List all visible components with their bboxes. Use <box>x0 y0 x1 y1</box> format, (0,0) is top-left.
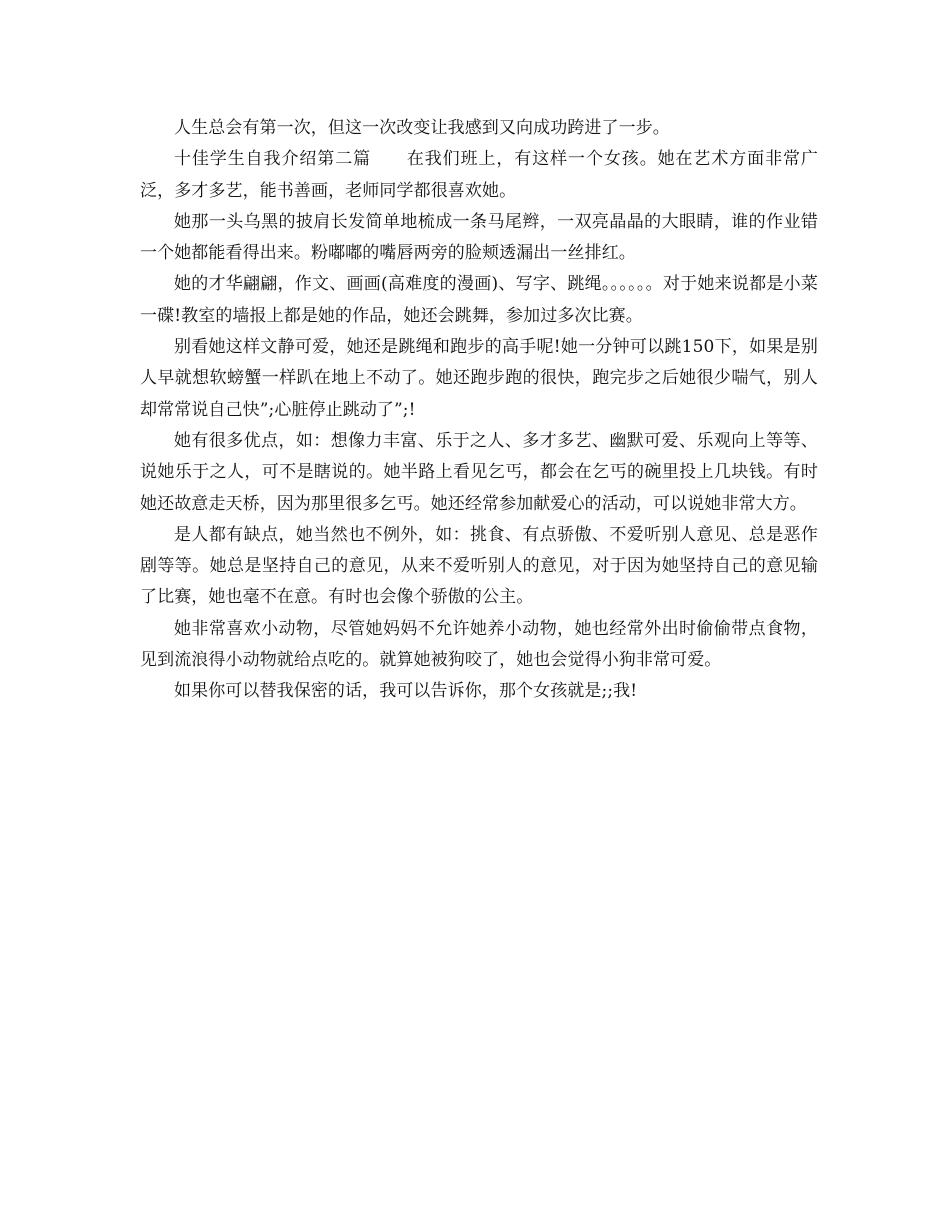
paragraph-2: 十佳学生自我介绍第二篇 在我们班上，有这样一个女孩。她在艺术方面非常广泛，多才多艺，能书善画，老师同学都很喜欢她。 <box>140 149 818 201</box>
paragraph-7: 是人都有缺点，她当然也不例外，如：挑食、有点骄傲、不爱听别人意见、总是恶作剧等等。她总是坚持自己的意见，从来不爱听别人的意见，对于因为她坚持自己的意见输了比赛，她也毫不在意。有时也会像个骄傲的公主。 <box>140 524 818 608</box>
paragraph-5: 别看她这样文静可爱，她还是跳绳和跑步的高手呢!她一分钟可以跳150下，如果是别人早就想软螃蟹一样趴在地上不动了。她还跑步跑的很快，跑完步之后她很少喘气，别人却常常说自己快”;心脏停止跳动了”;! <box>140 337 818 420</box>
paragraph-4: 她的才华翩翩，作文、画画(高难度的漫画)、写字、跳绳。。。。。。对于她来说都是小菜一碟!教室的墙报上都是她的作品，她还会跳舞，参加过多次比赛。 <box>140 274 818 326</box>
paragraph-1: 人生总会有第一次，但这一次改变让我感到又向成功跨进了一步。 <box>174 118 670 138</box>
paragraph-6: 她有很多优点，如：想像力丰富、乐于之人、多才多艺、幽默可爱、乐观向上等等、说她乐于之人，可不是瞎说的。她半路上看见乞丐，都会在乞丐的碗里投上几块钱。有时她还故意走天桥，因为那里很多乞丐。她还经常参加献爱心的活动，可以说她非常大方。 <box>140 430 818 514</box>
document-body <box>140 113 818 708</box>
paragraph-9: 如果你可以替我保密的话，我可以告诉你，那个女孩就是;;我! <box>174 681 638 702</box>
paragraph-3: 她那一头乌黑的披肩长发简单地梳成一条马尾辫，一双亮晶晶的大眼睛，谁的作业错一个她都能看得出来。粉嘟嘟的嘴唇两旁的脸颊透漏出一丝排红。 <box>140 211 818 264</box>
paragraph-8: 她非常喜欢小动物，尽管她妈妈不允许她养小动物，她也经常外出时偷偷带点食物，见到流浪得小动物就给点吃的。就算她被狗咬了，她也会觉得小狗非常可爱。 <box>140 618 818 671</box>
